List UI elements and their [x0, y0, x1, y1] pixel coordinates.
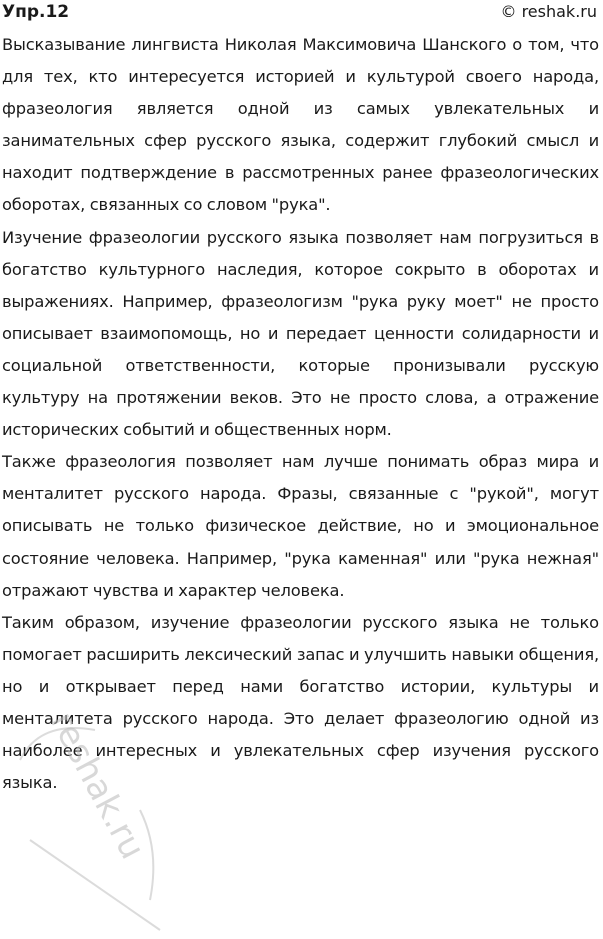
- site-watermark-text: © reshak.ru: [500, 2, 597, 21]
- watermark-stamp-text: reshak.ru: [42, 705, 153, 866]
- paragraph-3: Также фразеология позволяет нам лучше понимать образ мира и менталитет русского народа. Фразы, связанные с "рукой", могут описывать не только физическое действие, но и эмоциональное состояние человека. Например, "рука каменная" или "рука нежная" отражают чувства и характер человека.: [2, 452, 599, 600]
- page-header: [0, 0, 603, 28]
- paragraph-1: Высказывание лингвиста Николая Максимовича Шанского о том, что для тех, кто интересуется историей и культурой своего народа, фразеология является одной из самых увлекательных и занимательных сфер русского языка, содержит глубокий смысл и находит подтверждение в рассмотренных ранее фразеологических оборотах, связанных со словом "рука".: [2, 35, 599, 215]
- paragraph-2: Изучение фразеологии русского языка позволяет нам погрузиться в богатство культурного наследия, которое сокрыто в оборотах и выражениях. Например, фразеологизм "рука руку моет" не просто описывает взаимопомощь, но и передает ценности солидарности и социальной ответственности, которые пронизывали русскую культуру на протяжении веков. Это не просто слова, а отражение исторических событий и общественных норм.: [2, 227, 599, 440]
- exercise-title: Упр.12: [2, 2, 70, 22]
- paragraph-4: Таким образом, изучение фразеологии русского языка не только помогает расширить лексический запас и улучшить навыки общения, но и открывает перед нами богатство истории, культуры и менталитета русского народа. Это делает фразеологию одной из наиболее интересных и увлекательных сфер изучения русского языка.: [2, 612, 599, 793]
- answer-text: [2, 29, 599, 799]
